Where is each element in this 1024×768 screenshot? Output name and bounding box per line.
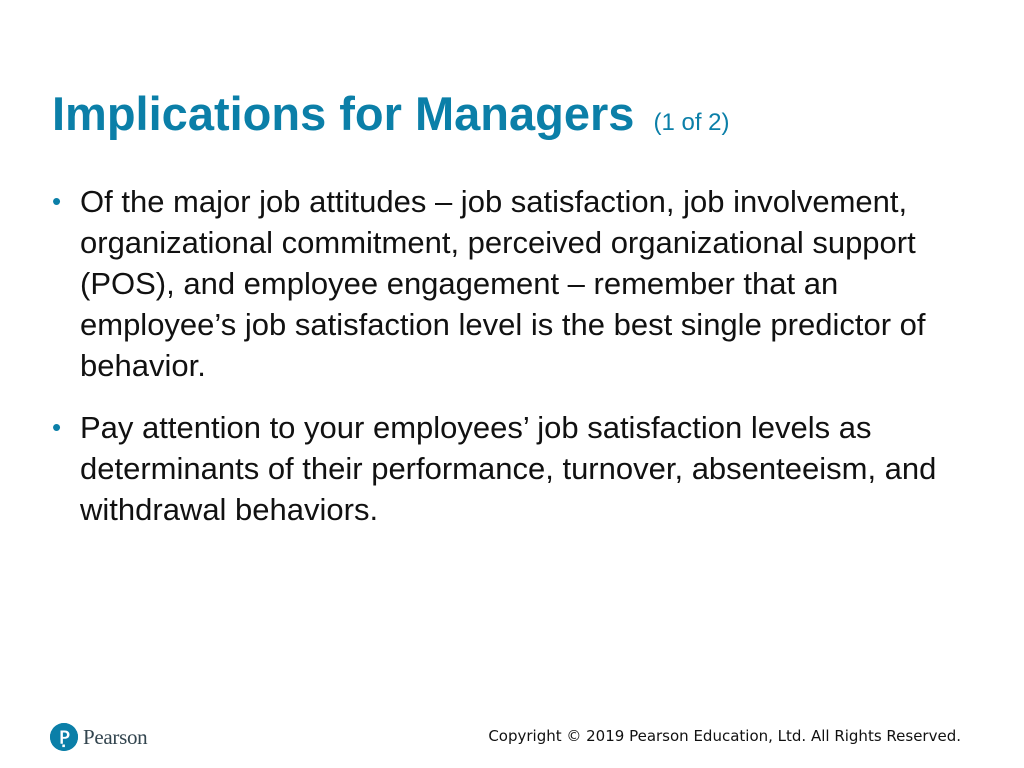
pearson-logo: [50, 721, 147, 753]
bullet-text: Pay attention to your employees’ job satisfaction levels as determinants of their performance, turnover, absenteeism, and withdrawal behaviors.: [80, 410, 937, 527]
bullet-item: [52, 181, 972, 386]
bullet-item: [52, 407, 972, 530]
bullet-list: [52, 181, 972, 551]
copyright-notice: Copyright © 2019 Pearson Education, Ltd. All Rights Reserved.: [488, 727, 961, 745]
pearson-logo-icon: [50, 723, 78, 751]
pearson-logo-text: Pearson: [83, 724, 148, 749]
slide-title: [52, 86, 730, 142]
slide-title-text: Implications for Managers: [52, 87, 635, 140]
bullet-dot-icon: •: [52, 412, 62, 442]
slide-subtitle: (1 of 2): [653, 109, 730, 136]
bullet-text: Of the major job attitudes – job satisfaction, job involvement, organizational commitment, perceived organizational support (POS), and employee engagement – remember that an employee’s job satisfaction level is the best single predictor of behavior.: [80, 184, 926, 383]
bullet-dot-icon: •: [52, 186, 62, 216]
